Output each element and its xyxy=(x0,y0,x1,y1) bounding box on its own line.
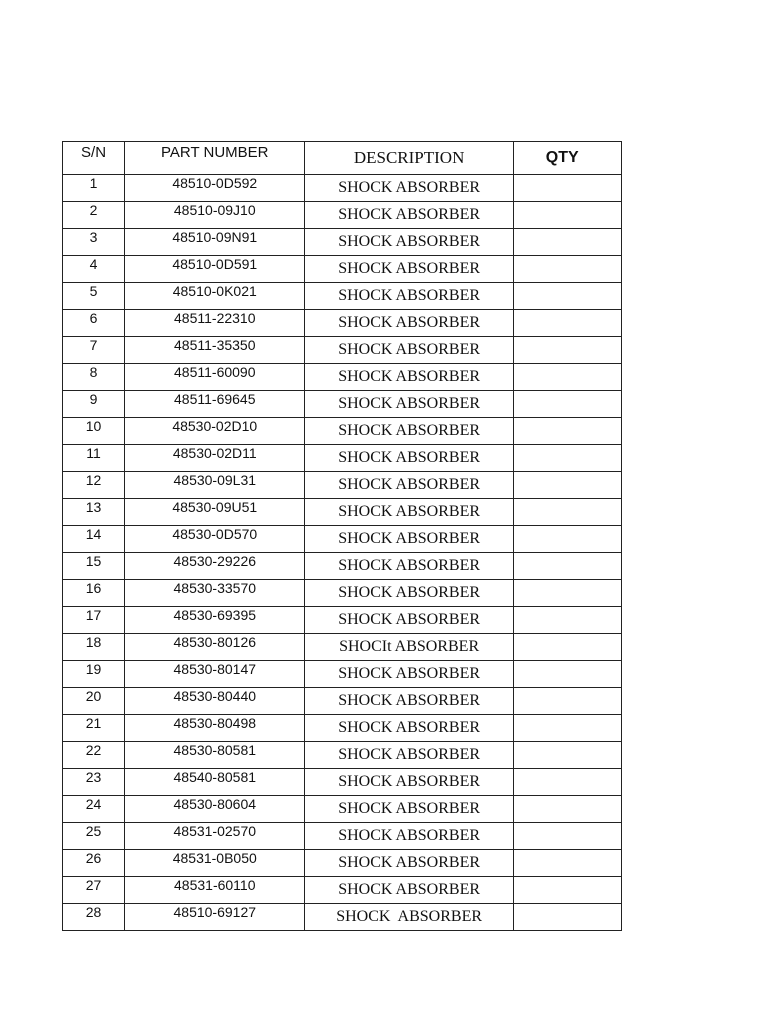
table-row xyxy=(63,796,622,823)
cell-qty xyxy=(513,256,621,283)
parts-table xyxy=(62,141,622,931)
table-row xyxy=(63,391,622,418)
cell-description: SHOCK ABSORBER xyxy=(305,742,513,769)
table-row xyxy=(63,742,622,769)
cell-sn: 2 xyxy=(63,202,125,229)
table-row xyxy=(63,661,622,688)
table-row xyxy=(63,310,622,337)
cell-sn: 16 xyxy=(63,580,125,607)
table-row xyxy=(63,283,622,310)
cell-qty xyxy=(513,661,621,688)
cell-description: SHOCK ABSORBER xyxy=(305,418,513,445)
cell-qty xyxy=(513,418,621,445)
table-row xyxy=(63,580,622,607)
cell-sn: 24 xyxy=(63,796,125,823)
cell-description: SHOCK ABSORBER xyxy=(305,229,513,256)
cell-qty xyxy=(513,850,621,877)
cell-sn: 20 xyxy=(63,688,125,715)
table-row xyxy=(63,202,622,229)
cell-description: SHOCIt ABSORBER xyxy=(305,634,513,661)
cell-part-number: 48530-80147 xyxy=(125,661,305,688)
table-row xyxy=(63,256,622,283)
cell-description: SHOCK ABSORBER xyxy=(305,391,513,418)
cell-part-number: 48530-09L31 xyxy=(125,472,305,499)
cell-part-number: 48530-0D570 xyxy=(125,526,305,553)
cell-part-number: 48510-09N91 xyxy=(125,229,305,256)
table-row xyxy=(63,634,622,661)
cell-description: SHOCK ABSORBER xyxy=(305,877,513,904)
cell-description: SHOCK ABSORBER xyxy=(305,445,513,472)
cell-description: SHOCK ABSORBER xyxy=(305,499,513,526)
header-part-number: PART NUMBER xyxy=(125,142,305,175)
cell-description: SHOCK ABSORBER xyxy=(305,688,513,715)
cell-sn: 17 xyxy=(63,607,125,634)
cell-part-number: 48531-02570 xyxy=(125,823,305,850)
cell-sn: 26 xyxy=(63,850,125,877)
cell-sn: 9 xyxy=(63,391,125,418)
header-qty: QTY xyxy=(513,142,621,175)
cell-qty xyxy=(513,634,621,661)
cell-part-number: 48530-80581 xyxy=(125,742,305,769)
cell-sn: 23 xyxy=(63,769,125,796)
cell-qty xyxy=(513,283,621,310)
cell-part-number: 48530-33570 xyxy=(125,580,305,607)
table-body xyxy=(63,175,622,931)
cell-qty xyxy=(513,499,621,526)
table-row xyxy=(63,877,622,904)
cell-part-number: 48511-22310 xyxy=(125,310,305,337)
cell-part-number: 48530-80126 xyxy=(125,634,305,661)
cell-part-number: 48530-69395 xyxy=(125,607,305,634)
cell-qty xyxy=(513,364,621,391)
table-row xyxy=(63,445,622,472)
cell-qty xyxy=(513,445,621,472)
cell-qty xyxy=(513,607,621,634)
table-row xyxy=(63,823,622,850)
cell-part-number: 48511-60090 xyxy=(125,364,305,391)
cell-part-number: 48531-60110 xyxy=(125,877,305,904)
cell-description: SHOCK ABSORBER xyxy=(305,526,513,553)
cell-description: SHOCK ABSORBER xyxy=(305,796,513,823)
cell-qty xyxy=(513,688,621,715)
table-row xyxy=(63,607,622,634)
cell-qty xyxy=(513,580,621,607)
cell-sn: 3 xyxy=(63,229,125,256)
cell-sn: 21 xyxy=(63,715,125,742)
cell-description: SHOCK ABSORBER xyxy=(305,175,513,202)
cell-description: SHOCK ABSORBER xyxy=(305,553,513,580)
header-description: DESCRIPTION xyxy=(305,142,513,175)
cell-qty xyxy=(513,742,621,769)
table-row xyxy=(63,715,622,742)
table-row xyxy=(63,499,622,526)
cell-description: SHOCK ABSORBER xyxy=(305,364,513,391)
cell-part-number: 48540-80581 xyxy=(125,769,305,796)
table-row xyxy=(63,472,622,499)
cell-part-number: 48530-80440 xyxy=(125,688,305,715)
table-row xyxy=(63,175,622,202)
cell-sn: 14 xyxy=(63,526,125,553)
cell-part-number: 48530-02D11 xyxy=(125,445,305,472)
cell-sn: 1 xyxy=(63,175,125,202)
table-row xyxy=(63,418,622,445)
cell-qty xyxy=(513,202,621,229)
cell-description: SHOCK ABSORBER xyxy=(305,580,513,607)
table-row xyxy=(63,688,622,715)
table-row xyxy=(63,364,622,391)
cell-part-number: 48530-80604 xyxy=(125,796,305,823)
cell-qty xyxy=(513,391,621,418)
cell-qty xyxy=(513,823,621,850)
cell-qty xyxy=(513,715,621,742)
cell-qty xyxy=(513,229,621,256)
cell-part-number: 48511-69645 xyxy=(125,391,305,418)
cell-description: SHOCK ABSORBER xyxy=(305,472,513,499)
cell-part-number: 48510-69127 xyxy=(125,904,305,931)
cell-sn: 15 xyxy=(63,553,125,580)
cell-part-number: 48510-09J10 xyxy=(125,202,305,229)
cell-sn: 27 xyxy=(63,877,125,904)
cell-sn: 8 xyxy=(63,364,125,391)
cell-part-number: 48530-09U51 xyxy=(125,499,305,526)
cell-part-number: 48510-0D591 xyxy=(125,256,305,283)
cell-qty xyxy=(513,796,621,823)
cell-description: SHOCK ABSORBER xyxy=(305,904,513,931)
table-row xyxy=(63,904,622,931)
cell-qty xyxy=(513,877,621,904)
cell-sn: 12 xyxy=(63,472,125,499)
cell-sn: 19 xyxy=(63,661,125,688)
cell-description: SHOCK ABSORBER xyxy=(305,823,513,850)
table-row xyxy=(63,553,622,580)
cell-description: SHOCK ABSORBER xyxy=(305,202,513,229)
cell-part-number: 48510-0K021 xyxy=(125,283,305,310)
cell-sn: 10 xyxy=(63,418,125,445)
table-row xyxy=(63,850,622,877)
cell-sn: 25 xyxy=(63,823,125,850)
cell-qty xyxy=(513,526,621,553)
table-row xyxy=(63,526,622,553)
cell-qty xyxy=(513,769,621,796)
cell-qty xyxy=(513,175,621,202)
cell-part-number: 48511-35350 xyxy=(125,337,305,364)
cell-qty xyxy=(513,904,621,931)
cell-qty xyxy=(513,472,621,499)
table-header-row xyxy=(63,142,622,175)
cell-description: SHOCK ABSORBER xyxy=(305,607,513,634)
cell-sn: 5 xyxy=(63,283,125,310)
cell-description: SHOCK ABSORBER xyxy=(305,769,513,796)
table-row xyxy=(63,229,622,256)
cell-sn: 18 xyxy=(63,634,125,661)
cell-qty xyxy=(513,310,621,337)
cell-description: SHOCK ABSORBER xyxy=(305,283,513,310)
cell-sn: 4 xyxy=(63,256,125,283)
header-sn: S/N xyxy=(63,142,125,175)
table-row xyxy=(63,769,622,796)
cell-sn: 13 xyxy=(63,499,125,526)
cell-description: SHOCK ABSORBER xyxy=(305,256,513,283)
cell-description: SHOCK ABSORBER xyxy=(305,715,513,742)
cell-description: SHOCK ABSORBER xyxy=(305,661,513,688)
cell-description: SHOCK ABSORBER xyxy=(305,337,513,364)
cell-sn: 6 xyxy=(63,310,125,337)
cell-part-number: 48510-0D592 xyxy=(125,175,305,202)
cell-sn: 7 xyxy=(63,337,125,364)
cell-part-number: 48530-29226 xyxy=(125,553,305,580)
cell-qty xyxy=(513,337,621,364)
cell-sn: 22 xyxy=(63,742,125,769)
cell-sn: 11 xyxy=(63,445,125,472)
cell-part-number: 48530-80498 xyxy=(125,715,305,742)
cell-part-number: 48530-02D10 xyxy=(125,418,305,445)
cell-part-number: 48531-0B050 xyxy=(125,850,305,877)
cell-description: SHOCK ABSORBER xyxy=(305,310,513,337)
cell-description: SHOCK ABSORBER xyxy=(305,850,513,877)
table-row xyxy=(63,337,622,364)
cell-qty xyxy=(513,553,621,580)
cell-sn: 28 xyxy=(63,904,125,931)
